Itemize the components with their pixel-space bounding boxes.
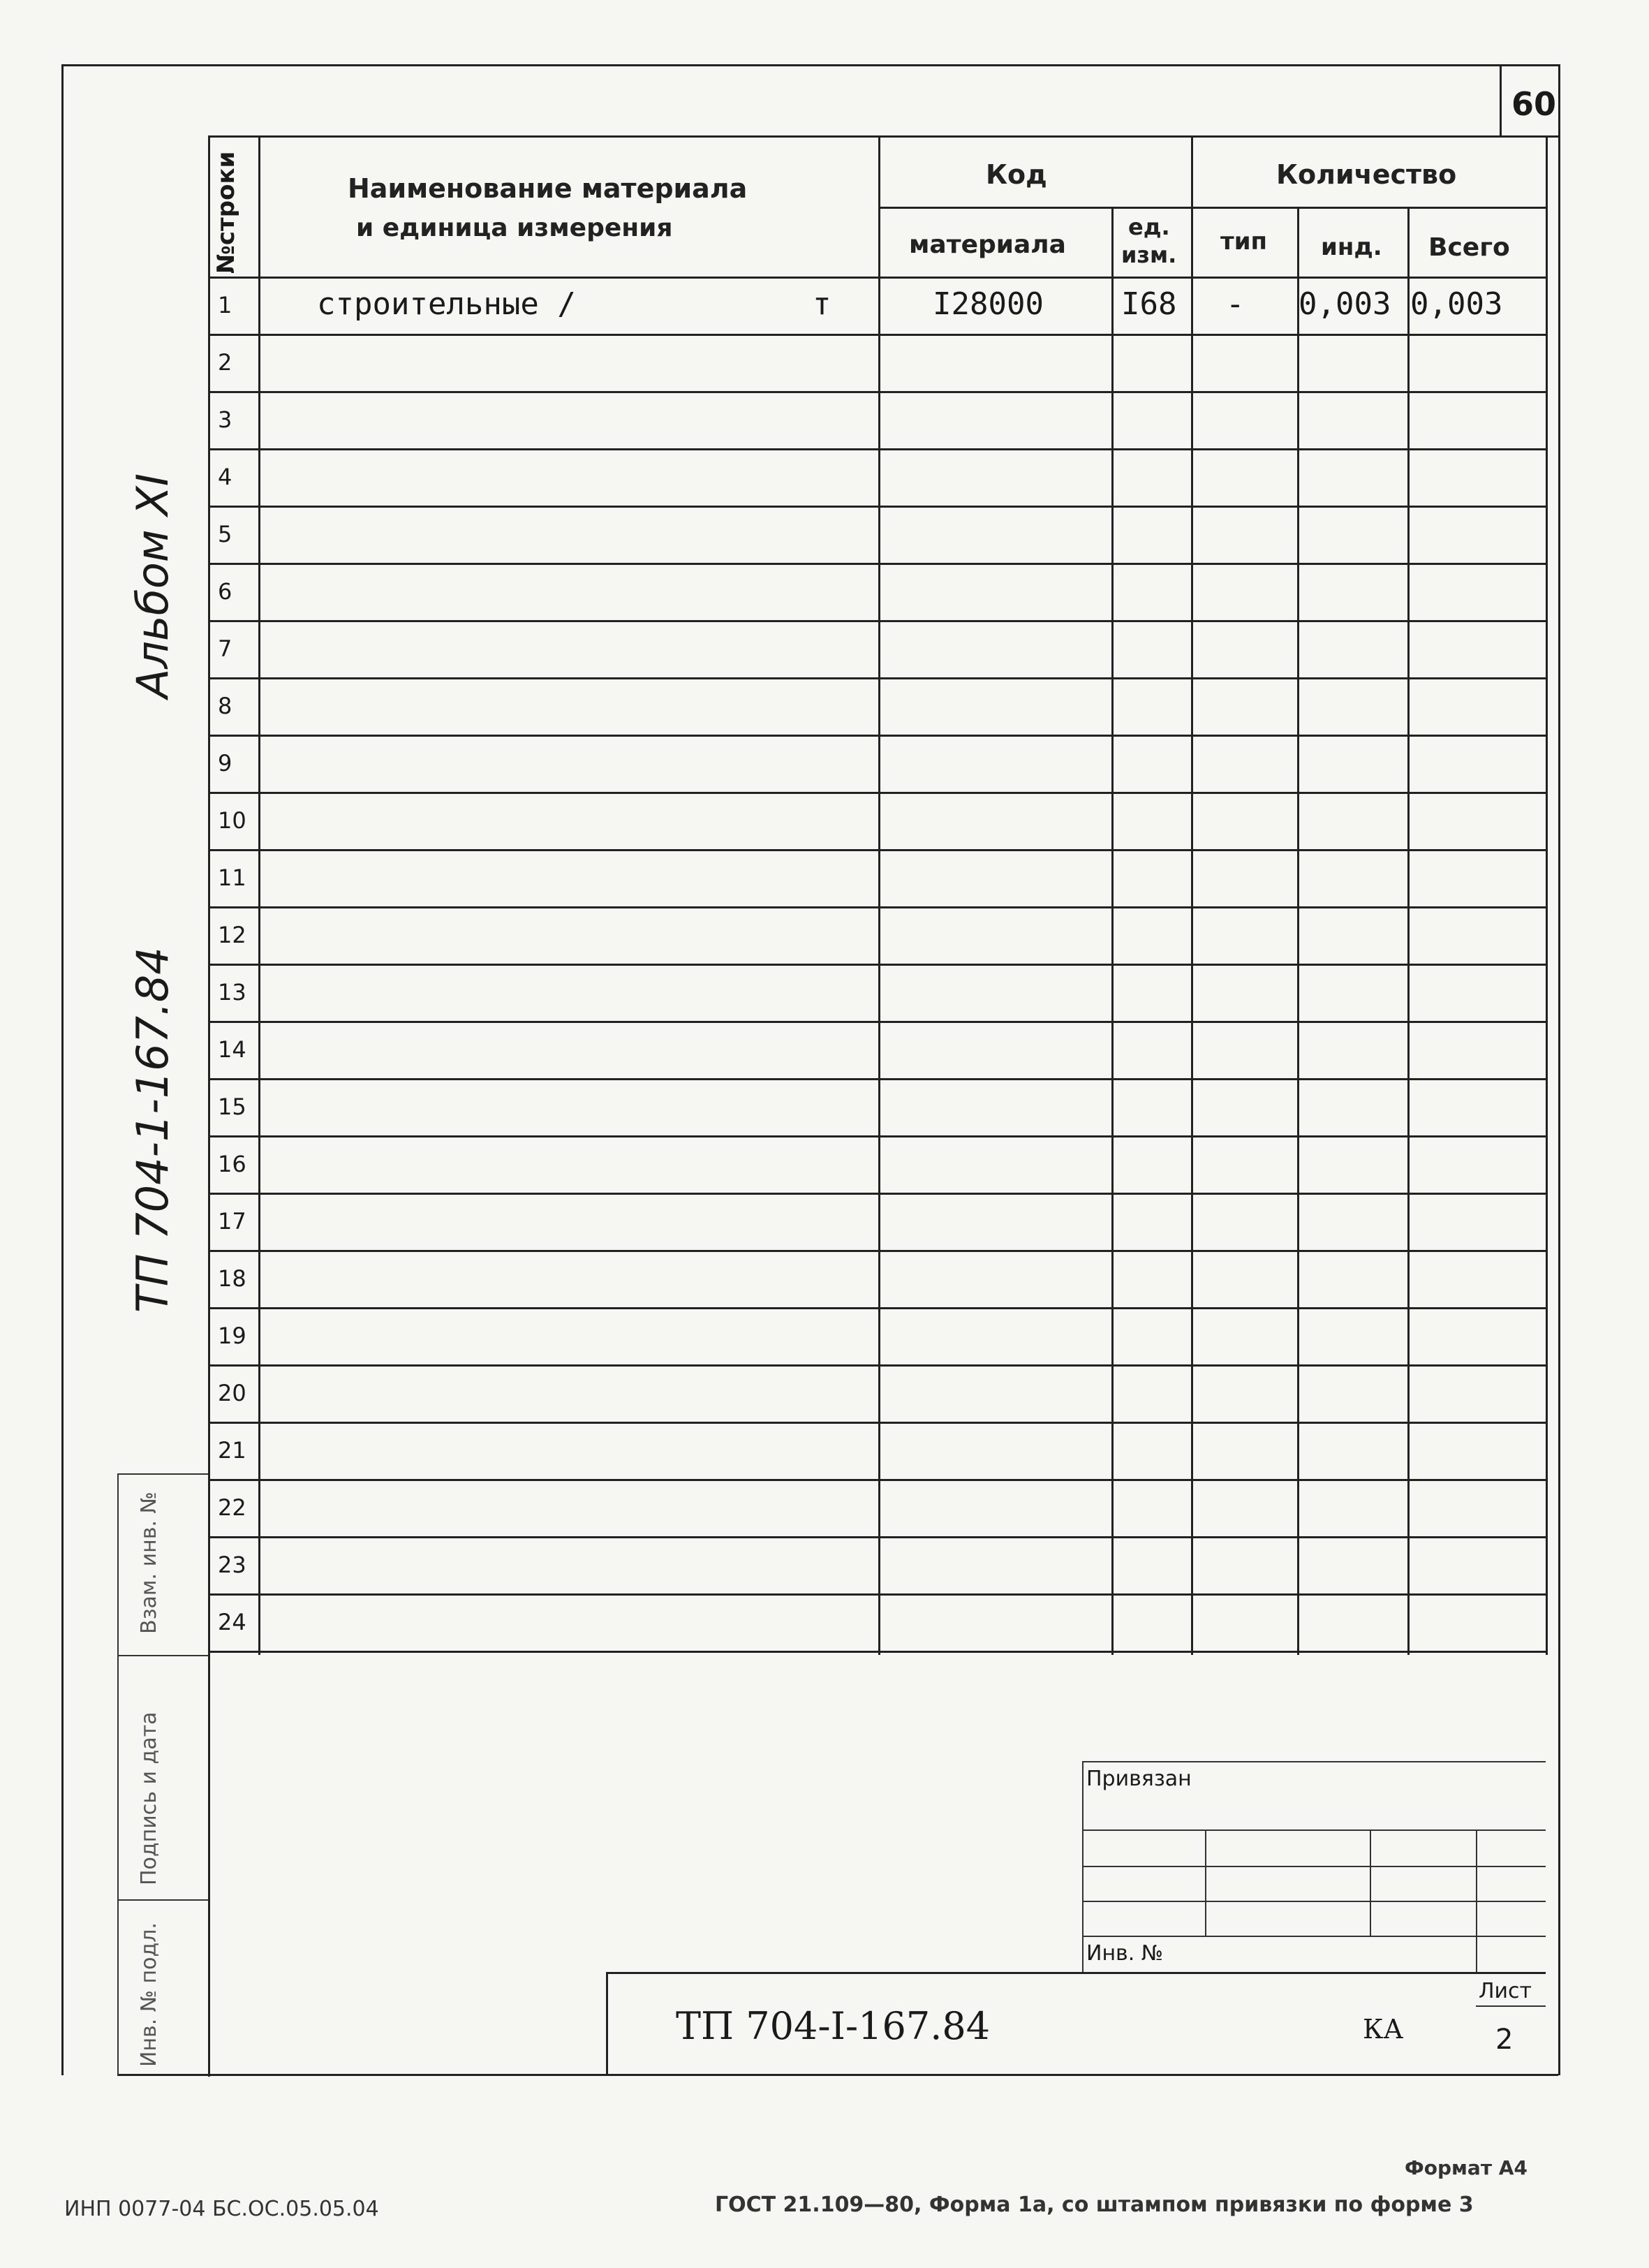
code-header: Код (986, 159, 1047, 190)
mark-label: КА (1363, 2014, 1404, 2045)
row-number: 8 (218, 693, 232, 719)
cell-ind: 0,003 (1299, 286, 1391, 322)
podpis-data-label: Подпись и дата (137, 1711, 161, 1885)
type-subheader: тип (1220, 228, 1268, 256)
cell-material-code: I28000 (933, 286, 1044, 322)
row-number: 7 (218, 635, 232, 662)
album-label: Альбом XI (127, 473, 178, 698)
row-number: 24 (218, 1609, 246, 1635)
row-number: 6 (218, 578, 232, 605)
row-number: 2 (218, 349, 232, 376)
cell-unit-code: I68 (1121, 286, 1177, 322)
document-code: ТП 704-I-167.84 (676, 2004, 991, 2048)
row-number: 17 (218, 1208, 246, 1235)
row-number: 21 (218, 1437, 246, 1464)
row-number: 23 (218, 1552, 246, 1578)
unit-subheader-1: ед. (1128, 214, 1170, 240)
privyazan-label: Привязан (1086, 1767, 1192, 1791)
material-subheader: материала (909, 230, 1066, 259)
footer-left-codes: ИНП 0077-04 БС.ОС.05.05.04 (64, 2197, 379, 2221)
unit-subheader-2: изм. (1121, 242, 1177, 268)
row-number: 15 (218, 1094, 246, 1120)
row-number: 18 (218, 1265, 246, 1292)
row-number: 4 (218, 464, 232, 490)
row-number: 13 (218, 979, 246, 1006)
gost-label: ГОСТ 21.109—80, Форма 1а, со штампом привязки по форме 3 (715, 2193, 1474, 2217)
row-number: 22 (218, 1494, 246, 1521)
cell-unit: т (813, 286, 831, 322)
row-number: 11 (218, 864, 246, 891)
inv-number-label: Инв. № (1086, 1941, 1164, 1966)
quantity-header: Количество (1276, 159, 1457, 190)
cell-name: строительные / (317, 286, 576, 322)
row-number: 5 (218, 521, 232, 547)
inv-podl-label: Инв. № подл. (137, 1922, 161, 2067)
name-header-line1: Наименование материала (348, 173, 748, 204)
sheet-number: 2 (1495, 2024, 1514, 2056)
ind-subheader: инд. (1321, 233, 1382, 261)
row-number: 19 (218, 1323, 246, 1349)
row-number: 1 (218, 292, 232, 318)
cell-type: - (1226, 286, 1245, 322)
name-header-line2: и единица измерения (356, 214, 673, 242)
tp-code-label: ТП 704-1-167.84 (127, 947, 178, 1313)
row-number: 16 (218, 1151, 246, 1177)
format-label: Формат А4 (1405, 2156, 1528, 2179)
vzam-inv-label: Взам. инв. № (137, 1492, 161, 1634)
row-number: 10 (218, 807, 246, 834)
total-subheader: Всего (1428, 233, 1510, 262)
page-number: 60 (1511, 85, 1557, 123)
row-number: 3 (218, 406, 232, 433)
row-number: 12 (218, 922, 246, 948)
row-number: 20 (218, 1380, 246, 1406)
row-number: 14 (218, 1036, 246, 1063)
row-number-header: №строки (212, 151, 240, 274)
row-number: 9 (218, 750, 232, 776)
sheet-label: Лист (1479, 1979, 1532, 2003)
cell-total: 0,003 (1410, 286, 1503, 322)
